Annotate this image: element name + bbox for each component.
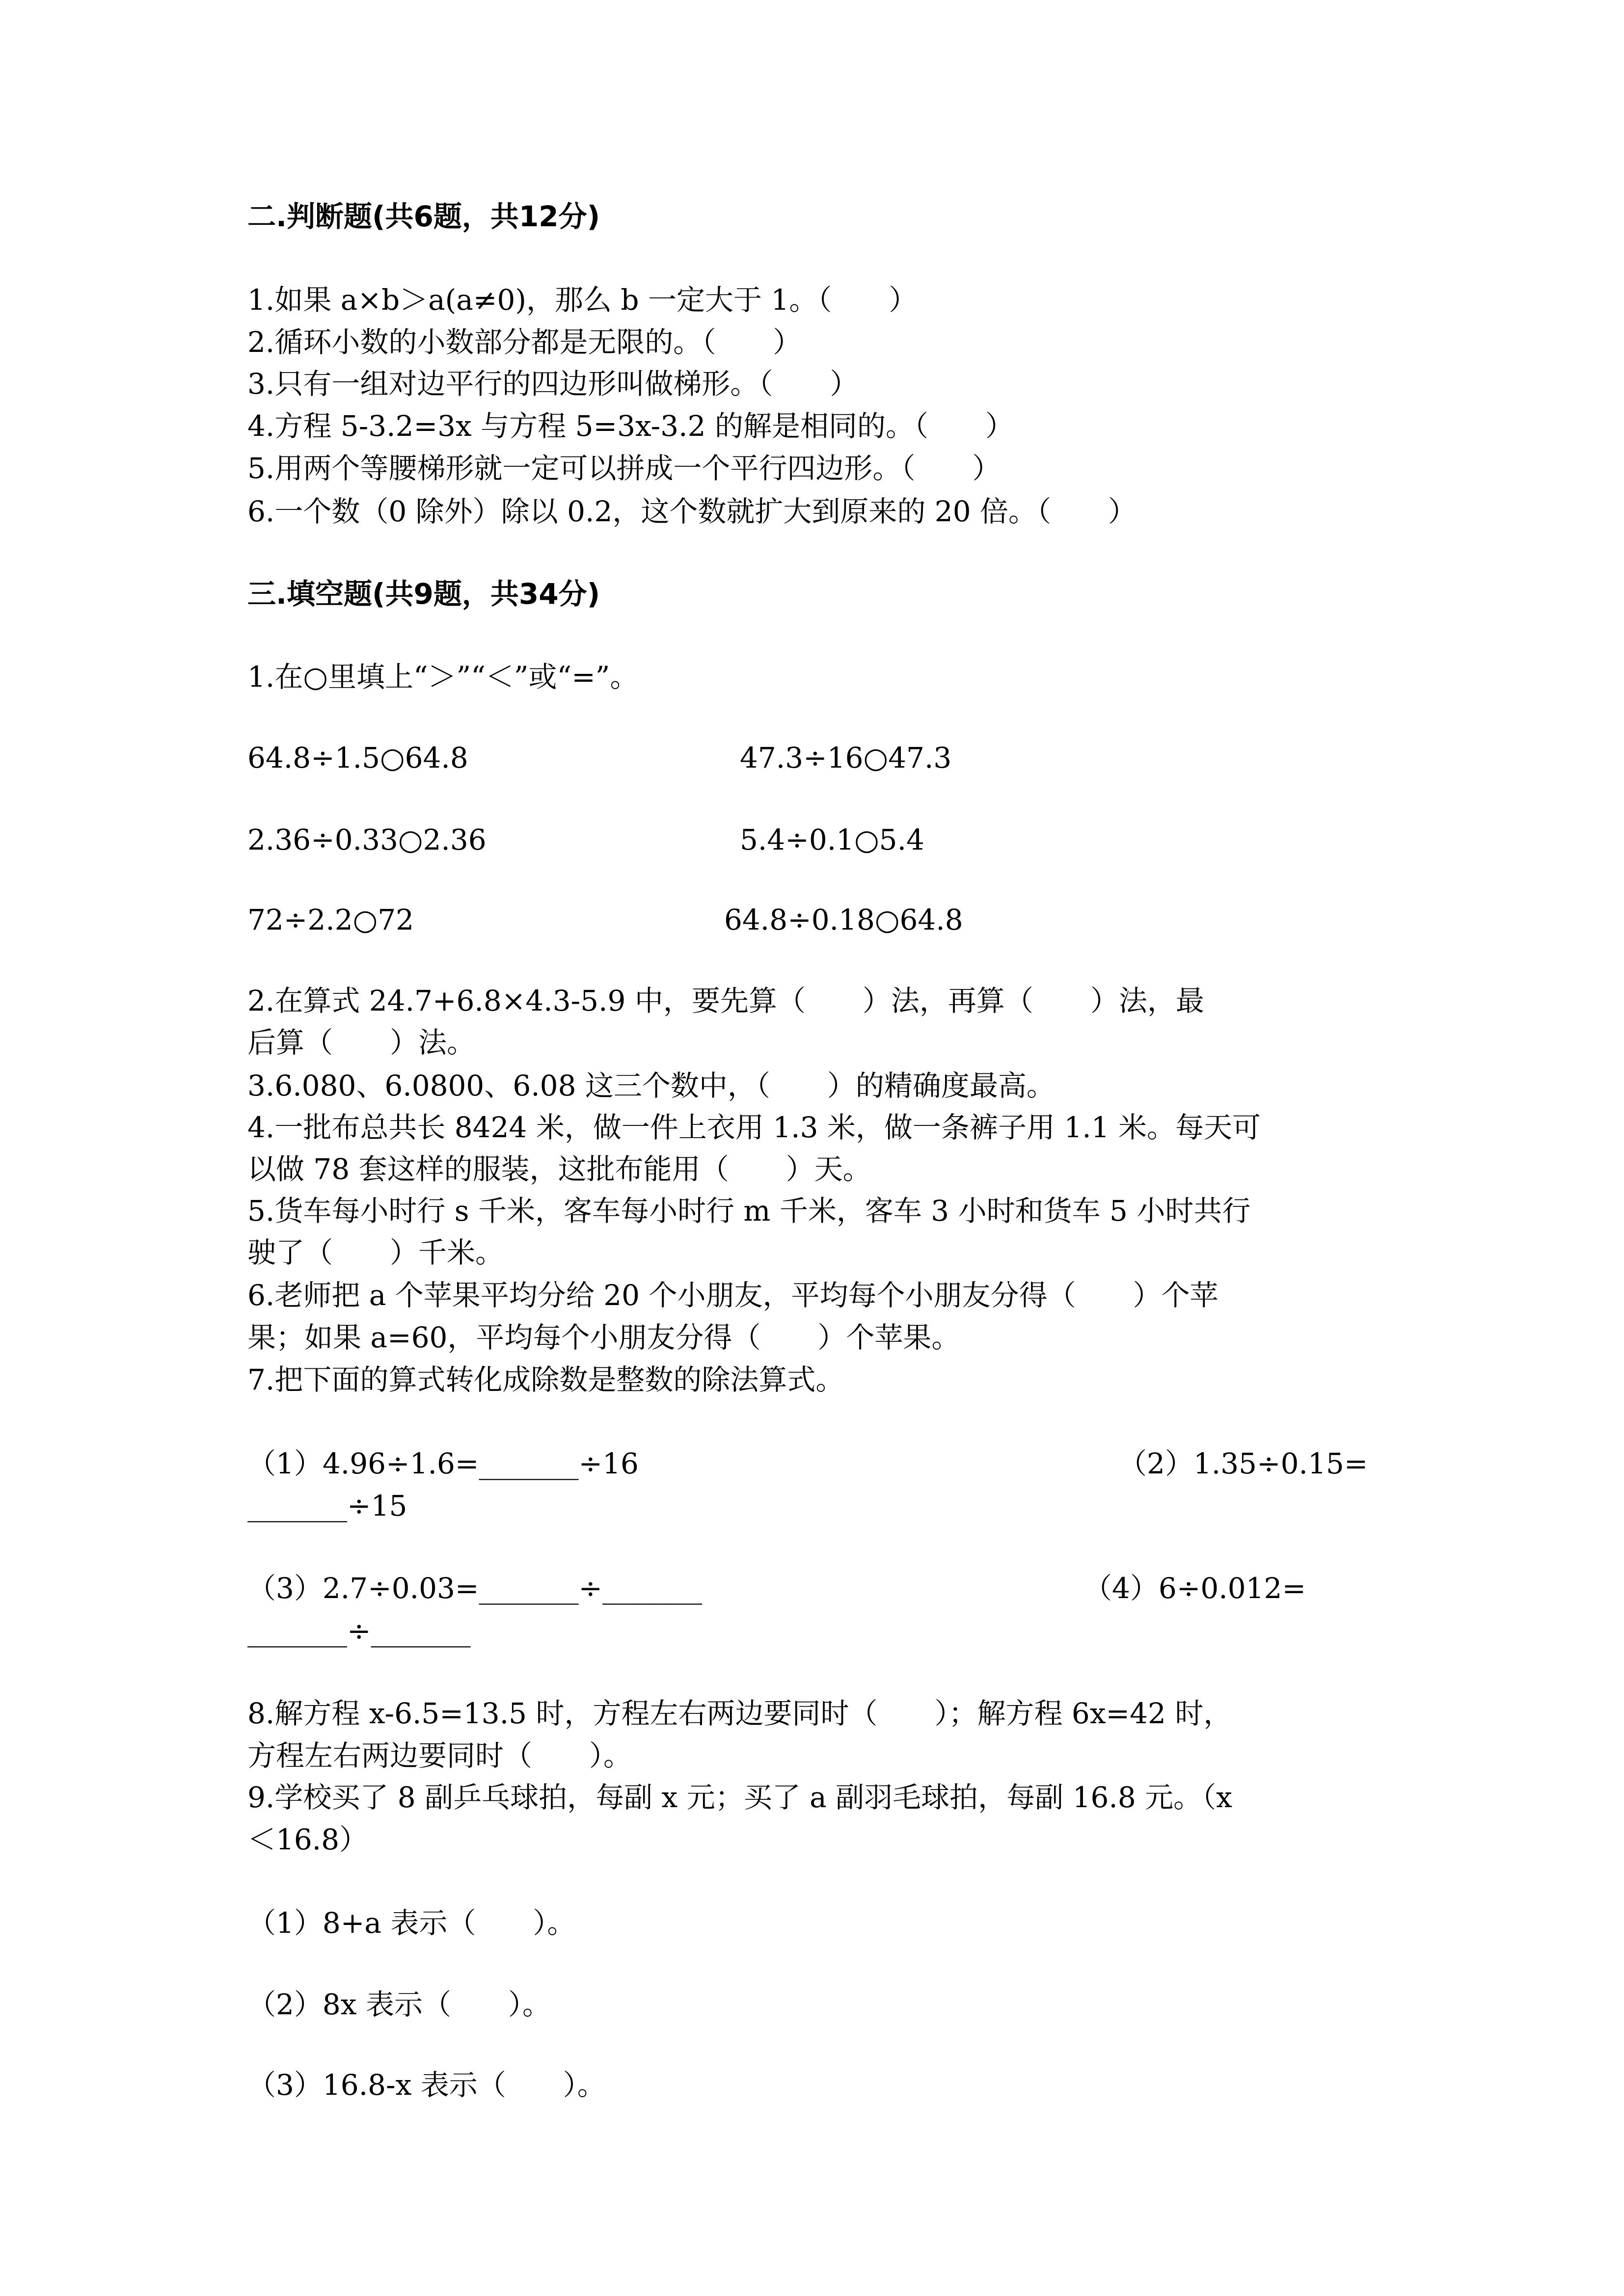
q6-line-2: 果；如果 a=60，平均每个小朋友分得（ ）个苹果。 bbox=[247, 1321, 960, 1354]
q9-line-2: ＜16.8） bbox=[247, 1823, 368, 1856]
judgement-item-3: 3.只有一组对边平行的四边形叫做梯形。（ ） bbox=[247, 367, 859, 400]
q9-sub-1: （1）8+a 表示（ ）。 bbox=[247, 1906, 576, 1940]
q9-sub-2: （2）8x 表示（ ）。 bbox=[247, 1988, 551, 2021]
q7-part-2-start: （2）1.35÷0.15= bbox=[1118, 1447, 1368, 1480]
q1-comparison-c: 2.36÷0.33○2.36 bbox=[247, 823, 487, 856]
q4-line-2: 以做 78 套这样的服装，这批布能用（ ）天。 bbox=[247, 1152, 871, 1186]
judgement-item-1: 1.如果 a×b＞a(a≠0)，那么 b 一定大于 1。（ ） bbox=[247, 283, 918, 317]
q3-text: 3.6.080、6.0800、6.08 这三个数中，（ ）的精确度最高。 bbox=[247, 1069, 1055, 1102]
q7-part-4-end: _______÷_______ bbox=[247, 1614, 471, 1648]
judgement-item-6: 6.一个数（0 除外）除以 0.2，这个数就扩大到原来的 20 倍。（ ） bbox=[247, 495, 1137, 528]
q7-part-2-end: _______÷15 bbox=[247, 1489, 407, 1522]
q7-prompt: 7.把下面的算式转化成除数是整数的除法算式。 bbox=[247, 1363, 844, 1396]
section-heading-judgement: 二.判断题(共6题，共12分) bbox=[247, 200, 600, 233]
q5-line-1: 5.货车每小时行 s 千米，客车每小时行 m 千米，客车 3 小时和货车 5 小时共行 bbox=[247, 1194, 1251, 1228]
q7-part-3: （3）2.7÷0.03=_______÷_______ bbox=[247, 1572, 703, 1605]
q1-comparison-d: 5.4÷0.1○5.4 bbox=[740, 823, 924, 856]
section-heading-fill-in: 三.填空题(共9题，共34分) bbox=[247, 577, 600, 611]
q1-comparison-f: 64.8÷0.18○64.8 bbox=[724, 903, 963, 936]
q6-line-1: 6.老师把 a 个苹果平均分给 20 个小朋友，平均每个小朋友分得（ ）个苹 bbox=[247, 1279, 1218, 1312]
judgement-item-4: 4.方程 5-3.2=3x 与方程 5=3x-3.2 的解是相同的。（ ） bbox=[247, 409, 1014, 443]
q1-prompt: 1.在○里填上“＞”“＜”或“=”。 bbox=[247, 660, 639, 694]
q1-comparison-a: 64.8÷1.5○64.8 bbox=[247, 741, 468, 774]
q5-line-2: 驶了（ ）千米。 bbox=[247, 1236, 504, 1269]
q7-part-4-start: （4）6÷0.012= bbox=[1083, 1572, 1306, 1605]
judgement-item-2: 2.循环小数的小数部分都是无限的。（ ） bbox=[247, 325, 802, 359]
judgement-item-5: 5.用两个等腰梯形就一定可以拼成一个平行四边形。（ ） bbox=[247, 452, 1001, 485]
q8-line-2: 方程左右两边要同时（ ）。 bbox=[247, 1739, 632, 1772]
q1-comparison-b: 47.3÷16○47.3 bbox=[740, 741, 952, 774]
q8-line-1: 8.解方程 x-6.5=13.5 时，方程左右两边要同时（ ）；解方程 6x=42 时， bbox=[247, 1697, 1232, 1730]
q9-line-1: 9.学校买了 8 副乒乓球拍，每副 x 元；买了 a 副羽毛球拍，每副 16.8 元。（x bbox=[247, 1781, 1232, 1814]
q2-line-1: 2.在算式 24.7+6.8×4.3-5.9 中，要先算（ ）法，再算（ ）法，最 bbox=[247, 984, 1204, 1017]
q1-comparison-e: 72÷2.2○72 bbox=[247, 903, 414, 936]
q7-part-1: （1）4.96÷1.6=_______÷16 bbox=[247, 1447, 639, 1480]
q9-sub-3: （3）16.8-x 表示（ ）。 bbox=[247, 2068, 606, 2102]
q2-line-2: 后算（ ）法。 bbox=[247, 1026, 476, 1059]
q4-line-1: 4.一批布总共长 8424 米，做一件上衣用 1.3 米，做一条裤子用 1.1 米。每天可 bbox=[247, 1111, 1261, 1144]
